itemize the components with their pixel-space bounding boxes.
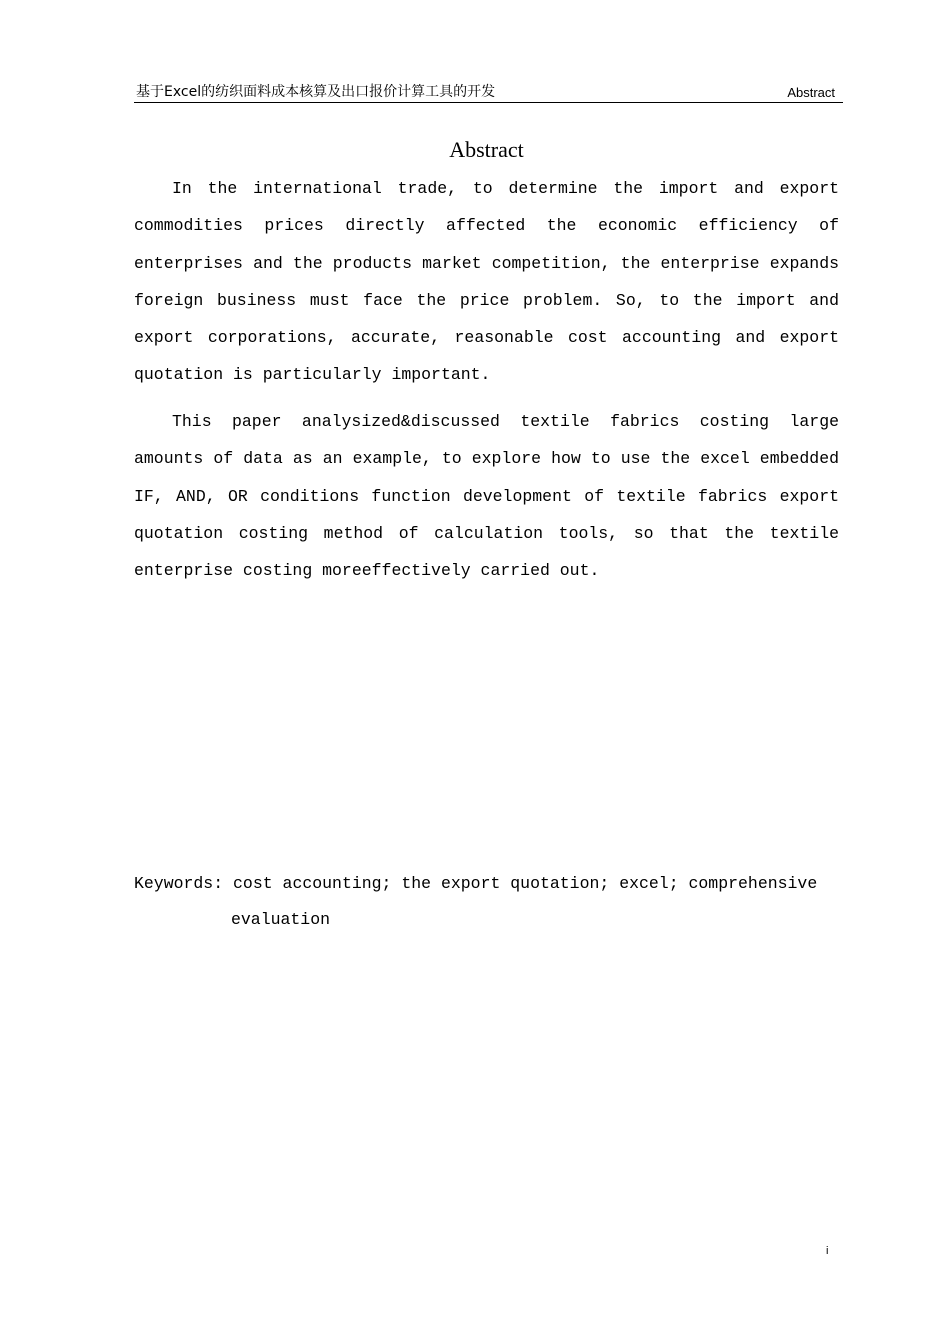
abstract-paragraph-2: This paper analysized&discussed textile fabrics costing large amounts of data as an example, to explore how to use the excel embedded IF, AND, OR conditions function development of textile fabrics export quotation costing method of calculation tools, so that the textile enterprise costing moreeffectively carried out. xyxy=(134,412,839,581)
abstract-paragraph-1: In the international trade, to determine the import and export commodities prices directly affected the economic efficiency of enterprises and the products market competition, the enterprise expands foreign business must face the price problem. So, to the import and export corporations, accurate, reasonable cost accounting and export quotation is particularly important. xyxy=(134,179,839,385)
header-section: Abstract xyxy=(787,85,835,100)
header-title: 基于Excel的纺织面料成本核算及出口报价计算工具的开发 xyxy=(136,84,496,100)
keywords-text: cost accounting; the export quotation; excel; comprehensive xyxy=(233,874,818,893)
keywords-line-1 xyxy=(134,866,817,902)
abstract-title: Abstract xyxy=(449,137,524,162)
keywords-label: Keywords: xyxy=(134,874,224,893)
page-header xyxy=(134,82,843,103)
keywords-block xyxy=(134,866,817,938)
keywords-line-2: evaluation xyxy=(231,910,331,929)
page-number: i xyxy=(826,1245,829,1257)
